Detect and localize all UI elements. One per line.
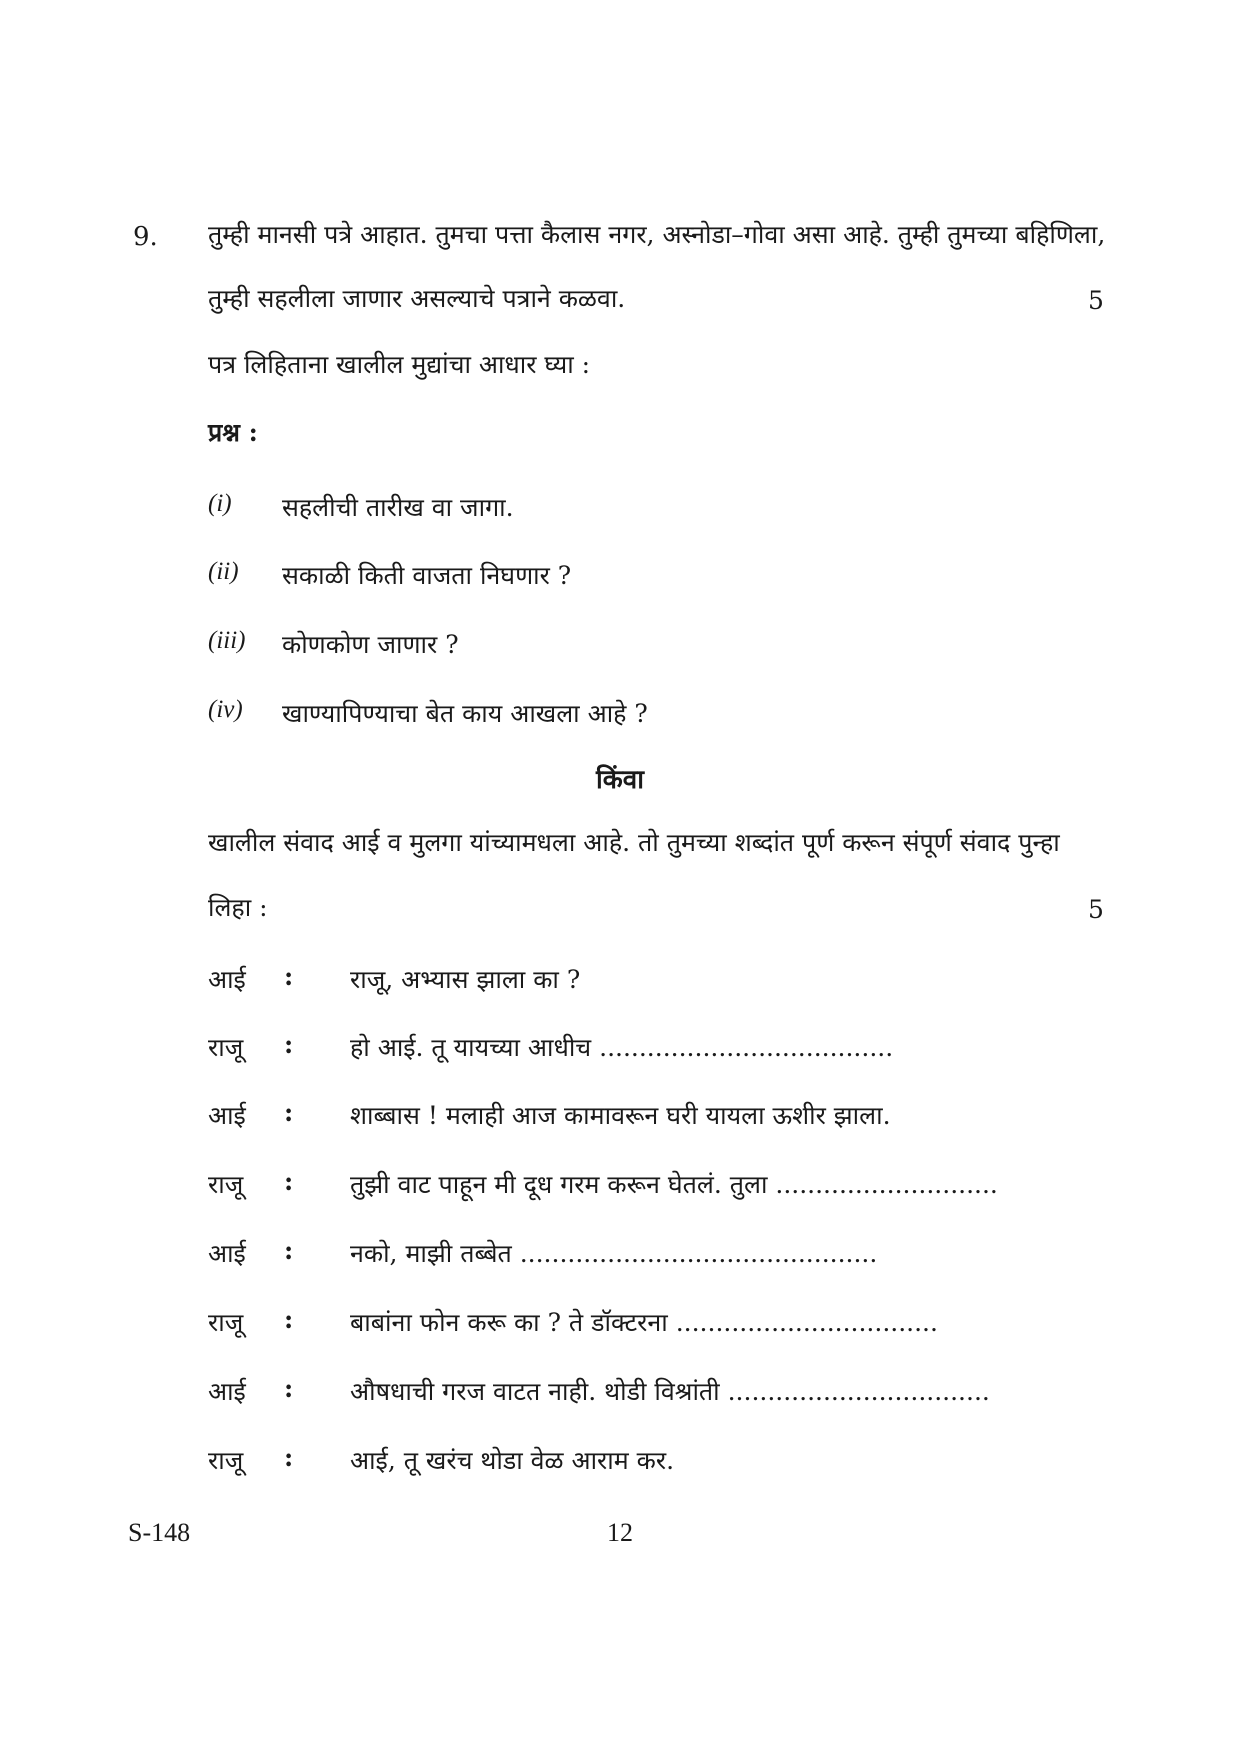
dialogue-text: तुझी वाट पाहून मी दूध गरम करून घेतलं. तुला ............................ [350, 1170, 998, 1199]
dialogue-speaker: आई [208, 1239, 246, 1268]
dialogue-speaker: आई [208, 1377, 246, 1406]
page-number: 12 [607, 1518, 633, 1547]
dialogue-colon: : [284, 1374, 294, 1403]
question-number: 9. [133, 222, 158, 252]
item-text: सहलीची तारीख वा जागा. [282, 493, 514, 522]
dialogue-text: नको, माझी तब्बेत ............................................. [350, 1239, 878, 1268]
instruction-line: पत्र लिहिताना खालील मुद्यांचा आधार घ्या : [208, 350, 591, 379]
dialogue-colon: : [284, 1030, 294, 1059]
dialogue-speaker: राजू [208, 1170, 244, 1199]
or-heading: किंवा [596, 765, 644, 795]
dialogue-text: औषधाची गरज वाटत नाही. थोडी विश्रांती ................................. [350, 1377, 990, 1406]
dialogue-speaker: आई [208, 965, 246, 994]
question-marks: 5 [1088, 286, 1104, 315]
dialogue-text: हो आई. तू यायच्या आधीच ..................................... [350, 1033, 894, 1062]
item-number: (i) [208, 490, 232, 517]
dialogue-colon: : [284, 1098, 294, 1127]
alternative-line-1: खालील संवाद आई व मुलगा यांच्यामधला आहे. तो तुमच्या शब्दांत पूर्ण करून संपूर्ण संवाद पुन्हा [208, 828, 1060, 857]
alternative-marks: 5 [1088, 895, 1104, 924]
dialogue-text: राजू, अभ्यास झाला का ? [350, 965, 581, 994]
dialogue-speaker: राजू [208, 1033, 244, 1062]
item-text: सकाळी किती वाजता निघणार ? [282, 561, 572, 590]
item-number: (iii) [208, 627, 246, 654]
dialogue-colon: : [284, 1443, 294, 1472]
item-number: (iv) [208, 696, 243, 723]
dialogue-speaker: राजू [208, 1446, 244, 1475]
alternative-line-2: लिहा : [208, 893, 268, 922]
item-text: खाण्यापिण्याचा बेत काय आखला आहे ? [282, 699, 648, 728]
dialogue-colon: : [284, 1167, 294, 1196]
dialogue-colon: : [284, 1305, 294, 1334]
dialogue-text: आई, तू खरंच थोडा वेळ आराम कर. [350, 1446, 675, 1475]
dialogue-colon: : [284, 1236, 294, 1265]
dialogue-speaker: आई [208, 1101, 246, 1130]
item-number: (ii) [208, 558, 239, 585]
dialogue-text: बाबांना फोन करू का ? ते डॉक्टरना ................................. [350, 1308, 938, 1337]
prashna-label: प्रश्न : [208, 418, 258, 447]
dialogue-colon: : [284, 962, 294, 991]
question-line-2: तुम्ही सहलीला जाणार असल्याचे पत्राने कळवा. [208, 284, 626, 313]
question-line-1: तुम्ही मानसी पत्रे आहात. तुमचा पत्ता कैलास नगर, अस्नोडा–गोवा असा आहे. तुम्ही तुमच्या बहिणिला, [208, 220, 1106, 249]
item-text: कोणकोण जाणार ? [282, 630, 459, 659]
dialogue-speaker: राजू [208, 1308, 244, 1337]
paper-code: S-148 [128, 1518, 191, 1547]
dialogue-text: शाब्बास ! मलाही आज कामावरून घरी यायला ऊशीर झाला. [350, 1101, 891, 1130]
